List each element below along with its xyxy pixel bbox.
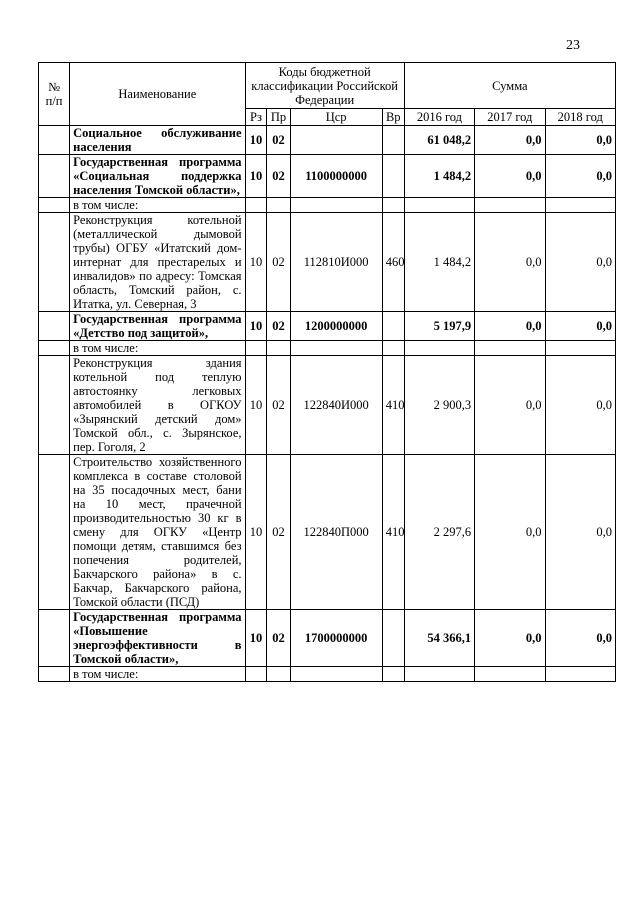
cell-pr: 02 <box>267 356 290 455</box>
cell-rz: 10 <box>245 312 267 341</box>
cell-name: в том числе: <box>70 667 245 682</box>
cell-2017 <box>475 667 545 682</box>
header-2018: 2018 год <box>545 109 616 126</box>
cell-vr: 460 <box>382 213 404 312</box>
cell-csr <box>290 667 382 682</box>
cell-name: в том числе: <box>70 198 245 213</box>
cell-csr: 1700000000 <box>290 610 382 667</box>
cell-2016: 2 900,3 <box>404 356 474 455</box>
cell-2018: 0,0 <box>545 455 616 610</box>
cell-pr: 02 <box>267 610 290 667</box>
cell-rz: 10 <box>245 155 267 198</box>
cell-csr <box>290 341 382 356</box>
cell-no <box>39 341 70 356</box>
cell-csr: 122840П000 <box>290 455 382 610</box>
cell-name: Строительство хозяйственного комплекса в составе столовой на 35 посадочных мест, бани на 10 мест, прачечной производительностью 30 кг в смену для ОГКУ «Центр помощи детям, ставшимся без попечения родителей, Бакчарского района» в с. Бакчар, Бакчарского района, Томской области (ПСД) <box>70 455 245 610</box>
cell-rz <box>245 667 267 682</box>
cell-2017: 0,0 <box>475 455 545 610</box>
cell-2018 <box>545 341 616 356</box>
cell-no <box>39 155 70 198</box>
cell-2016 <box>404 667 474 682</box>
cell-rz <box>245 198 267 213</box>
cell-2018: 0,0 <box>545 610 616 667</box>
table-row <box>39 198 616 213</box>
cell-csr: 112810И000 <box>290 213 382 312</box>
cell-vr: 410 <box>382 455 404 610</box>
cell-csr: 122840И000 <box>290 356 382 455</box>
cell-vr <box>382 667 404 682</box>
table-row <box>39 312 616 341</box>
cell-rz <box>245 341 267 356</box>
cell-rz: 10 <box>245 356 267 455</box>
header-codes: Коды бюджетной классификации Российской Федерации <box>245 63 404 109</box>
cell-name: Реконструкция здания котельной под теплую автостоянку легковых автомобилей в ОГКОУ «Зырянский детский дом» Томской обл., с. Зырянское, пер. Гоголя, 2 <box>70 356 245 455</box>
cell-no <box>39 610 70 667</box>
cell-2016: 61 048,2 <box>404 126 474 155</box>
cell-no <box>39 126 70 155</box>
header-sum: Сумма <box>404 63 615 109</box>
cell-2017 <box>475 198 545 213</box>
table-row <box>39 667 616 682</box>
cell-name: в том числе: <box>70 341 245 356</box>
cell-vr <box>382 312 404 341</box>
cell-name: Социальное обслуживание населения <box>70 126 245 155</box>
cell-2017: 0,0 <box>475 126 545 155</box>
cell-2018: 0,0 <box>545 213 616 312</box>
table-row <box>39 455 616 610</box>
cell-pr: 02 <box>267 126 290 155</box>
table-row <box>39 356 616 455</box>
cell-vr <box>382 610 404 667</box>
cell-vr <box>382 341 404 356</box>
cell-name: Государственная программа «Повышение энергоэффективности в Томской области», <box>70 610 245 667</box>
header-no: № п/п <box>39 63 70 126</box>
cell-pr: 02 <box>267 213 290 312</box>
cell-csr: 1100000000 <box>290 155 382 198</box>
cell-vr <box>382 155 404 198</box>
cell-2018: 0,0 <box>545 155 616 198</box>
cell-2018 <box>545 198 616 213</box>
cell-csr <box>290 126 382 155</box>
cell-no <box>39 312 70 341</box>
cell-name: Государственная программа «Детство под защитой», <box>70 312 245 341</box>
cell-2017: 0,0 <box>475 610 545 667</box>
cell-pr <box>267 198 290 213</box>
table-row <box>39 126 616 155</box>
header-vr: Вр <box>382 109 404 126</box>
table-row <box>39 155 616 198</box>
header-csr: Цср <box>290 109 382 126</box>
cell-rz: 10 <box>245 126 267 155</box>
cell-2016: 5 197,9 <box>404 312 474 341</box>
cell-2017 <box>475 341 545 356</box>
header-pr: Пр <box>267 109 290 126</box>
cell-vr <box>382 126 404 155</box>
cell-2017: 0,0 <box>475 356 545 455</box>
page-number: 23 <box>566 38 580 53</box>
cell-2016: 1 484,2 <box>404 155 474 198</box>
cell-no <box>39 356 70 455</box>
cell-pr: 02 <box>267 455 290 610</box>
cell-2017: 0,0 <box>475 312 545 341</box>
cell-name: Государственная программа «Социальная поддержка населения Томской области», <box>70 155 245 198</box>
cell-pr <box>267 667 290 682</box>
cell-rz: 10 <box>245 455 267 610</box>
cell-2018: 0,0 <box>545 312 616 341</box>
header-rz: Рз <box>245 109 267 126</box>
cell-csr: 1200000000 <box>290 312 382 341</box>
header-2017: 2017 год <box>475 109 545 126</box>
budget-table <box>38 62 616 682</box>
table-row <box>39 610 616 667</box>
cell-pr: 02 <box>267 312 290 341</box>
cell-rz: 10 <box>245 213 267 312</box>
cell-2017: 0,0 <box>475 213 545 312</box>
cell-name: Реконструкция котельной (металлической дымовой трубы) ОГБУ «Итатский дом-интернат для престарелых и инвалидов» по адресу: Томская область, Томский район, с. Итатка, ул. Северная, 3 <box>70 213 245 312</box>
cell-no <box>39 455 70 610</box>
header-2016: 2016 год <box>404 109 474 126</box>
cell-csr <box>290 198 382 213</box>
cell-2018 <box>545 667 616 682</box>
cell-2016 <box>404 198 474 213</box>
cell-2016 <box>404 341 474 356</box>
cell-2018: 0,0 <box>545 126 616 155</box>
cell-2016: 2 297,6 <box>404 455 474 610</box>
cell-2017: 0,0 <box>475 155 545 198</box>
cell-no <box>39 198 70 213</box>
cell-2016: 1 484,2 <box>404 213 474 312</box>
cell-2018: 0,0 <box>545 356 616 455</box>
cell-pr <box>267 341 290 356</box>
header-name: Наименование <box>70 63 245 126</box>
cell-rz: 10 <box>245 610 267 667</box>
cell-2016: 54 366,1 <box>404 610 474 667</box>
cell-pr: 02 <box>267 155 290 198</box>
table-row <box>39 213 616 312</box>
cell-no <box>39 213 70 312</box>
cell-vr <box>382 198 404 213</box>
cell-vr: 410 <box>382 356 404 455</box>
cell-no <box>39 667 70 682</box>
table-row <box>39 341 616 356</box>
